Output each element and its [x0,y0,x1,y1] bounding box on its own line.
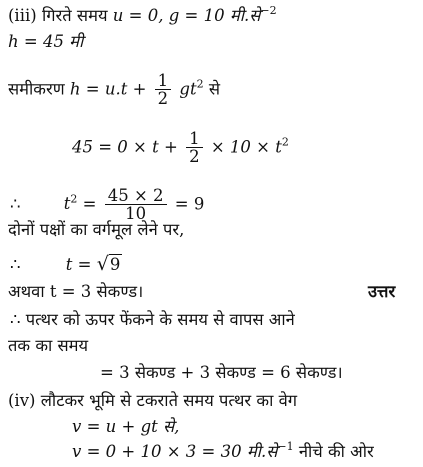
t-squared-fraction [105,187,167,223]
total-time-line3: = 3 सेकण्ड + 3 सेकण्ड = 6 सेकण्ड। [100,363,343,382]
equation-fraction [155,72,172,108]
t-squared-frac-num: 45 × 2 [105,187,167,205]
t-root-lhs: t = [65,255,92,274]
substitution-rhs-exp: 2 [281,135,289,149]
total-time-line2: तक का समय [8,336,89,355]
total-time-line1: ∴ पत्थर को ऊपर फेंकने के समय से वापस आने [10,310,295,329]
t-squared-line [10,187,204,223]
t-squared-result: = 9 [174,194,205,214]
t-squared-frac-den: 10 [125,204,147,224]
equation-rhs-exp: 2 [196,77,204,91]
sqrt-instruction: दोनों पक्षों का वर्गमूल लेने पर, [8,220,185,239]
g-expr: g = 10 मी.से [168,6,261,25]
equation-rhs: gt [179,79,197,99]
part-iv-line [8,391,297,411]
part-iv-eq2-main: v = 0 + 10 × 3 = 30 मी.से [72,442,278,461]
h-expr: h = 45 मी [8,32,84,51]
part-iv-eq2 [72,442,374,462]
part-iv-marker: (iv) [8,391,36,410]
substitution-fraction [186,130,203,166]
therefore-symbol-2: ∴ [10,255,21,274]
answer-label: उत्तर [368,282,396,301]
g-exponent: −2 [260,4,277,17]
equation-tail: से [208,79,221,99]
square-root [97,254,123,275]
substitution-frac-num: 1 [186,130,203,148]
part-iii-marker: (iii) [8,6,37,25]
substitution-lhs: 45 = 0 × t + [72,137,178,157]
radical-sign-icon: √ [96,253,109,275]
radicand: 9 [109,255,121,274]
part-iv-eq1: v = u + gt से, [72,417,180,436]
substitution-rhs: × 10 × t [210,137,282,157]
t-squared-exp: 2 [70,192,78,206]
substitution-line [72,130,289,166]
t-squared-eq: = [82,194,97,214]
part-iv-eq2-tail: नीचे की ओर [298,442,374,461]
equation-lead: समीकरण [8,79,65,99]
t-root-line [10,254,122,275]
substitution-frac-den: 2 [189,147,200,167]
part-iv-text: लौटकर भूमि से टकराते समय पत्थर का वेग [40,391,298,410]
t-result: अथवा t = 3 सेकण्ड। [8,282,144,301]
equation-frac-den: 2 [157,89,169,109]
equation-line [8,72,220,108]
part-iv-eq2-exp: −1 [277,440,294,453]
part-iii-text: गिरते समय [41,6,108,25]
t-squared-lhs: t [63,194,71,214]
therefore-symbol: ∴ [10,194,21,214]
equation-frac-num: 1 [155,72,172,90]
part-iii-line [8,6,277,26]
u-expr: u = 0, [112,6,164,25]
equation-lhs: h = u.t + [69,79,147,99]
